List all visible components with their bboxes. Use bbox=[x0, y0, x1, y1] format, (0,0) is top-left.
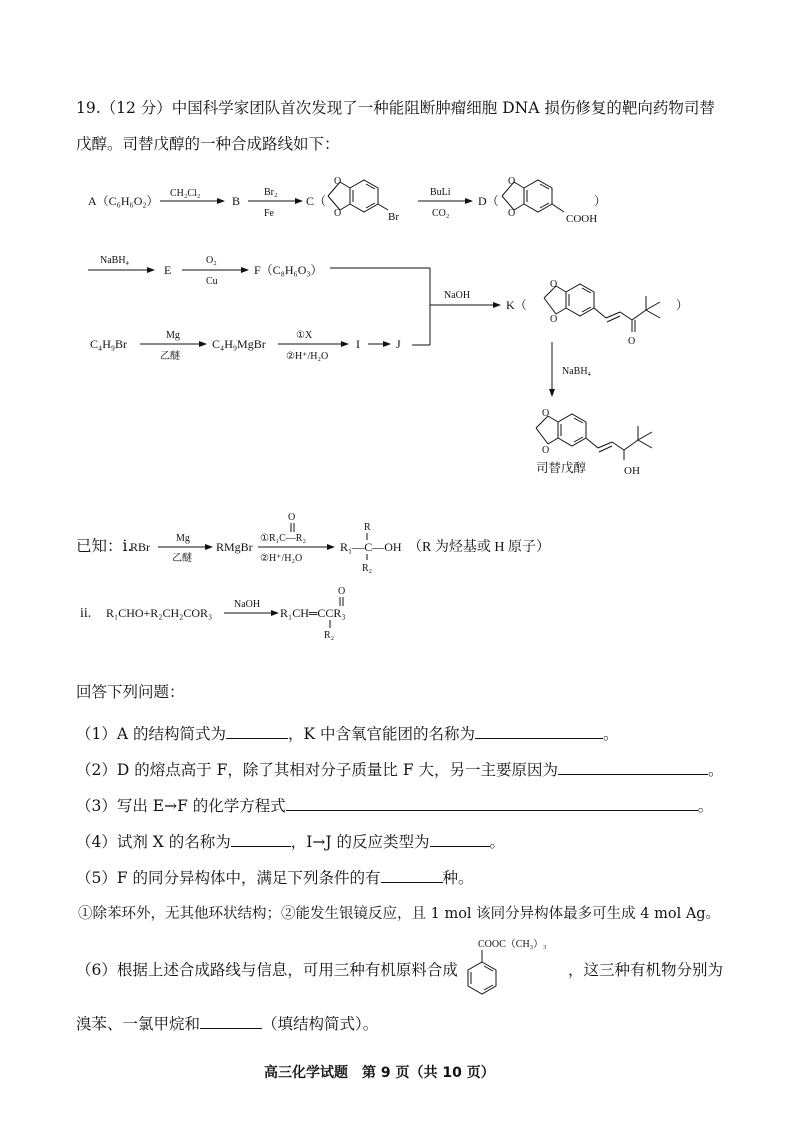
compound-c4h9br: C₄H₉Br bbox=[90, 337, 128, 351]
known-i-product-r2: R₂ bbox=[362, 563, 373, 574]
known-label: 已知：i. bbox=[76, 537, 133, 555]
compound-f: F（C₈H₆O₃） bbox=[254, 263, 323, 277]
compound-i: I bbox=[356, 337, 360, 351]
svg-text:O: O bbox=[542, 408, 550, 419]
question-3 bbox=[76, 794, 713, 816]
reagent-buli: BuLi bbox=[430, 187, 451, 198]
known-i-mg: Mg bbox=[176, 533, 190, 544]
q5-conditions: ①除苯环外，无其他环状结构；②能发生银镜反应，且 1 mol 该同分异构体最多可生成 4 mol Ag。 bbox=[78, 906, 721, 922]
reagent-nabh4-2: NaBH₄ bbox=[562, 366, 592, 377]
compound-j: J bbox=[396, 337, 401, 351]
reagent-x: ①X bbox=[296, 330, 313, 341]
reagent-ch2cl2: CH₂Cl₂ bbox=[170, 188, 201, 199]
reagent-co2: CO₂ bbox=[432, 208, 450, 219]
answer-prompt: 回答下列问题： bbox=[76, 683, 185, 701]
q1-text-b: ，K 中含氧官能团的名称为 bbox=[287, 725, 475, 743]
q2-answer-blank[interactable] bbox=[558, 760, 708, 775]
known-ii-naoh: NaOH bbox=[234, 599, 261, 610]
known-i-rmgbr: RMgBr bbox=[216, 540, 253, 554]
question-4 bbox=[76, 830, 505, 852]
q6-text-d: （填结构简式）。 bbox=[262, 1015, 379, 1033]
d-substituent-cooh: COOH bbox=[566, 213, 598, 225]
product-oh: OH bbox=[624, 465, 640, 477]
svg-text:O: O bbox=[542, 445, 550, 456]
question-header: 19.（12 分）中国科学家团队首次发现了一种能阻断肿瘤细胞 DNA 损伤修复的靶向药物司替 bbox=[76, 99, 715, 117]
known-i-product-r: R bbox=[364, 522, 371, 533]
q5-answer-blank[interactable] bbox=[381, 868, 443, 883]
known-i-ether: 乙醚 bbox=[172, 553, 192, 564]
svg-text:O: O bbox=[550, 279, 558, 290]
question-1 bbox=[76, 722, 619, 744]
known-i-reagent2: ②H⁺/H₂O bbox=[260, 553, 303, 564]
q3-text-b: 。 bbox=[697, 797, 714, 815]
known-ii-o: O bbox=[338, 586, 346, 597]
reagent-o2: O₂ bbox=[206, 255, 217, 266]
q3-text-a: （3）写出 E→F 的化学方程式 bbox=[76, 797, 286, 815]
known-i-reagent1: ①R₁C—R₂ bbox=[260, 533, 306, 544]
synthesis-scheme bbox=[0, 170, 800, 490]
compound-k-label: K（ bbox=[506, 298, 527, 312]
svg-text:O: O bbox=[550, 314, 558, 325]
known-ii-r2: R₂ bbox=[324, 630, 335, 641]
q4-text-a: （4）试剂 X 的名称为 bbox=[76, 833, 231, 851]
reagent-naoh: NaOH bbox=[444, 290, 471, 301]
compound-b: B bbox=[232, 194, 241, 208]
reagent-mg: Mg bbox=[166, 330, 180, 341]
known-ii-rhs: R₁CH═CCR₃ bbox=[280, 606, 346, 620]
q1-answer-blank-1[interactable] bbox=[226, 724, 288, 739]
known-ii-lhs: R₁CHO+R₂CH₂COR₃ bbox=[106, 606, 213, 620]
reagent-cu: Cu bbox=[206, 276, 218, 287]
k-carbonyl-o: O bbox=[628, 336, 636, 347]
q4-text-b: ，I→J 的反应类型为 bbox=[290, 833, 430, 851]
known-i-rbr: RBr bbox=[130, 540, 151, 554]
c-substituent-br: Br bbox=[388, 211, 399, 223]
known-ii-label: ii. bbox=[80, 606, 92, 621]
reagent-nabh4-1: NaBH₄ bbox=[100, 255, 130, 266]
question-header-line2: 戊醇。司替戊醇的一种合成路线如下： bbox=[76, 135, 340, 153]
compound-c4h9mgbr: C₄H₉MgBr bbox=[212, 337, 266, 351]
q1-answer-blank-2[interactable] bbox=[475, 724, 603, 739]
q2-text-a: （2）D 的熔点高于 F，除了其相对分子质量比 F 大，另一主要原因为 bbox=[76, 761, 559, 779]
q6-target-structure bbox=[462, 934, 572, 1004]
q3-answer-blank[interactable] bbox=[286, 796, 698, 811]
svg-text:O: O bbox=[334, 176, 342, 187]
d-close: ） bbox=[594, 194, 607, 208]
q1-text-c: 。 bbox=[603, 725, 619, 743]
compound-a: A（C₆H₆O₂） bbox=[88, 194, 159, 208]
known-i-reagent1-o: O bbox=[288, 512, 296, 523]
page-footer: 高三化学试题 第 9 页（共 10 页） bbox=[264, 1065, 495, 1081]
question-2 bbox=[76, 758, 724, 780]
compound-d-label: D（ bbox=[478, 194, 499, 208]
k-close: ） bbox=[676, 298, 689, 312]
compound-c-label: C（ bbox=[306, 194, 327, 208]
q6-text-a: （6）根据上述合成路线与信息，可用三种有机原料合成 bbox=[76, 961, 458, 979]
q4-answer-blank-2[interactable] bbox=[430, 832, 490, 847]
svg-text:O: O bbox=[508, 208, 516, 219]
q6-line2 bbox=[76, 1012, 378, 1034]
svg-text:O: O bbox=[508, 176, 516, 187]
q4-answer-blank-1[interactable] bbox=[231, 832, 291, 847]
q6-text-b: ，这三种有机物分别为 bbox=[568, 961, 724, 979]
reagent-ether: 乙醚 bbox=[160, 351, 180, 362]
q5-text-b: 种。 bbox=[442, 869, 474, 887]
reagent-h-h2o: ②H⁺/H₂O bbox=[286, 351, 329, 362]
structure-k bbox=[544, 284, 660, 332]
structure-product bbox=[536, 414, 652, 460]
svg-text:O: O bbox=[334, 208, 342, 219]
q6-substituent: COOC（CH₃）₃ bbox=[478, 939, 547, 950]
product-name: 司替戊醇 bbox=[536, 461, 587, 475]
q6-answer-blank[interactable] bbox=[200, 1014, 262, 1029]
known-i-note: （R 为烃基或 H 原子） bbox=[408, 540, 550, 555]
question-5 bbox=[76, 866, 474, 888]
q1-text-a: （1）A 的结构简式为 bbox=[76, 725, 226, 743]
q2-text-b: 。 bbox=[708, 761, 724, 779]
q6-text-c: 溴苯、一氯甲烷和 bbox=[76, 1015, 201, 1033]
reagent-fe: Fe bbox=[264, 208, 274, 219]
reagent-br2: Br₂ bbox=[264, 187, 278, 198]
known-i-product: R₁—C—OH bbox=[340, 540, 402, 554]
q4-text-c: 。 bbox=[489, 833, 506, 851]
compound-e: E bbox=[164, 263, 172, 277]
q5-text-a: （5）F 的同分异构体中，满足下列条件的有 bbox=[76, 869, 381, 887]
